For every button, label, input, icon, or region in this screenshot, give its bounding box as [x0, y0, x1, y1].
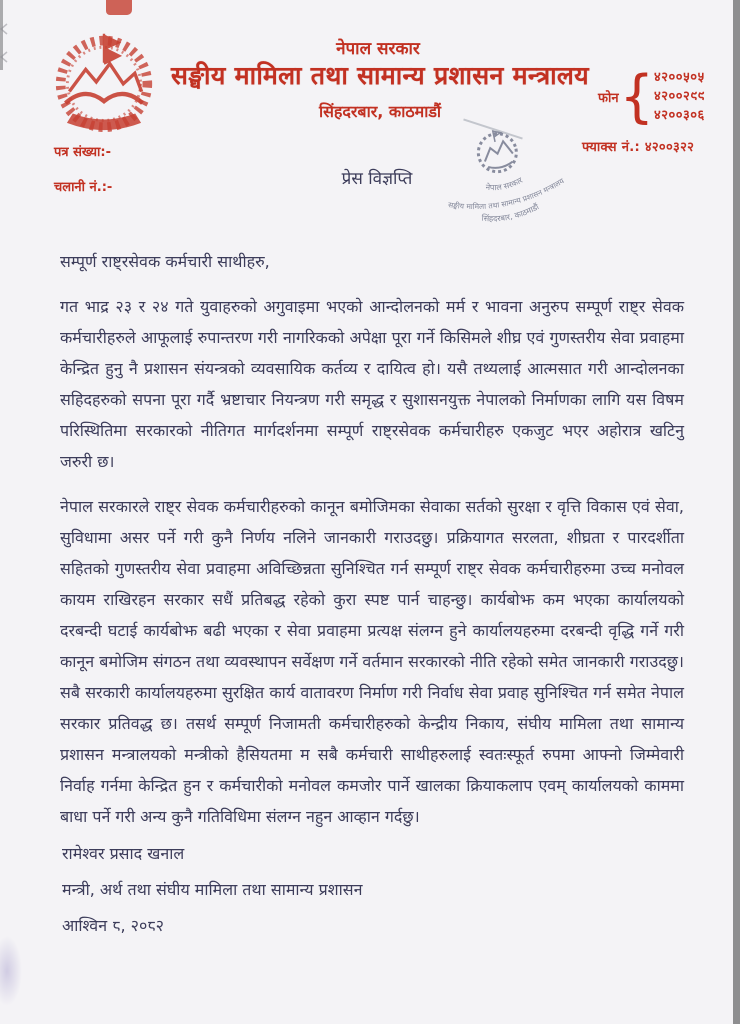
phone-numbers — [654, 68, 705, 125]
signatory-name: रामेश्वर प्रसाद खनाल — [62, 844, 185, 863]
phone-label: फोन — [598, 90, 619, 106]
scan-smudge — [0, 936, 22, 1006]
fax-line — [582, 137, 694, 155]
svg-text:नेपाल सरकार — [483, 174, 525, 195]
salutation: सम्पूर्ण राष्ट्रसेवक कर्मचारी साथीहरु, — [60, 252, 270, 271]
scan-edge-right — [733, 0, 740, 1024]
phone-number-2: ४२००२९९ — [653, 89, 705, 104]
signature-block — [62, 836, 362, 944]
phone-number-3: ४२००३०६ — [653, 108, 705, 123]
letter-date: आश्विन ८, २०८२ — [62, 916, 164, 935]
ministry-name: सङ्घीय मामिला तथा सामान्य प्रशासन मन्त्रालय — [171, 61, 589, 90]
scan-red-mark — [106, 0, 132, 15]
government-name: नेपाल सरकार — [336, 39, 420, 59]
body-paragraph-2: नेपाल सरकारले राष्ट्र सेवक कर्मचारीहरुको कानून बमोजिमका सेवाका सर्तको सुरक्षा र वृत्ति विकास एवं सेवा, सुविधामा असर पर्ने गरी कुनै निर्णय नलिने जानकारी गराउदछु। प्रक्रियागत सरलता, शीघ्रता र पारदर्शीता सहितको गुणस्तरीय सेवा प्रवाहमा अविच्छिन्नता सुनिश्चित गर्न सम्पूर्ण राष्ट्र सेवक कर्मचारीहरुमा उच्च मनोवल कायम राखिरहन सरकार सधैं प्रतिबद्ध रहेको कुरा स्पष्ट पार्न चाहन्छु। कार्यबोझ कम भएका कार्यालयको दरबन्दी घटाई कार्यबोझ बढी भएका र सेवा प्रवाहमा प्रत्यक्ष संलग्न हुने कार्यालयहरुमा दरबन्दी वृद्धि गर्ने गरी कानून बमोजिम संगठन तथा व्यवस्थापन सर्वेक्षण गर्ने वर्तमान सरकारको नीति रहेको समेत जानकारी गराउदछु। सबै सरकारी कार्यालयहरुमा सुरक्षित कार्य वातावरण निर्माण गरी निर्वाध सेवा प्रवाह सुनिश्चित गर्न समेत नेपाल सरकार प्रतिवद्ध छ। तसर्थ सम्पूर्ण निजामती कर्मचारीहरुको केन्द्रीय निकाय, संघीय मामिला तथा सामान्य प्रशासन मन्त्रालयको मन्त्रीको हैसियतमा म सबै कर्मचारी साथीहरुलाई स्वतःस्फूर्त रुपमा आफ्नो जिम्मेवारी निर्वाह गर्नमा केन्द्रित हुन र कर्मचारीको मनोवल कमजोर पार्ने खालका क्रियाकलाप एवम् कार्यालयको काममा बाधा पर्ने गरी अन्य कुनै गतिविधिमा संलग्न नहुन आव्हान गर्दछु। — [60, 497, 684, 826]
phone-number-1: ४२००५०५ — [653, 70, 705, 85]
phone-block — [598, 62, 705, 130]
scan-margin-ticks — [0, 20, 10, 70]
ministry-address: सिंहदरबार, काठमाडौं — [318, 102, 442, 121]
fax-label: फ्याक्स नं.: — [582, 140, 640, 155]
dispatch-number-label: चलानी नं.:- — [54, 180, 113, 195]
press-release-title: प्रेस विज्ञप्ति — [341, 169, 413, 189]
ministry-round-stamp — [416, 111, 593, 257]
body-paragraph-1: गत भाद्र २३ र २४ गते युवाहरुको अगुवाइमा भएको आन्दोलनको मर्म र भावना अनुरुप सम्पूर्ण राष्ट्र सेवक कर्मचारीहरुले आफूलाई रुपान्तरण गरी नागरिकको अपेक्षा पूरा गर्ने किसिमले शीघ्र एवं गुणस्तरीय सेवा प्रवाहमा केन्द्रित हुनु नै प्रशासन संयन्त्रको व्यवसायिक कर्तव्य र दायित्व हो। यसै तथ्यलाई आत्मसात गरी आन्दोलनका सहिदहरुको सपना पूरा गर्दै भ्रष्टाचार नियन्त्रण गरी समृद्ध र सुशासनयुक्त नेपालको निर्माणका लागि यस विषम परिस्थितिमा सरकारको नीतिगत मार्गदर्शनमा सम्पूर्ण राष्ट्रसेवक कर्मचारीहरु एकजुट भएर अहोरात्र खटिनु जरुरी छ। — [60, 297, 684, 471]
letter-body — [60, 246, 684, 832]
letter-number-label: पत्र संख्या:- — [54, 145, 111, 160]
fax-number: ४२००३२२ — [644, 140, 695, 155]
stamp-line-1: नेपाल सरकार — [485, 175, 525, 193]
phone-brace: { — [619, 62, 654, 130]
signatory-title: मन्त्री, अर्थ तथा संघीय मामिला तथा सामान्य प्रशासन — [62, 880, 363, 899]
stamp-line-3: सिंहदरबार, काठमाडौं — [481, 202, 541, 224]
stamp-line-2: सङ्घीय मामिला तथा सामान्य प्रशासन मन्त्रालय — [447, 176, 566, 212]
